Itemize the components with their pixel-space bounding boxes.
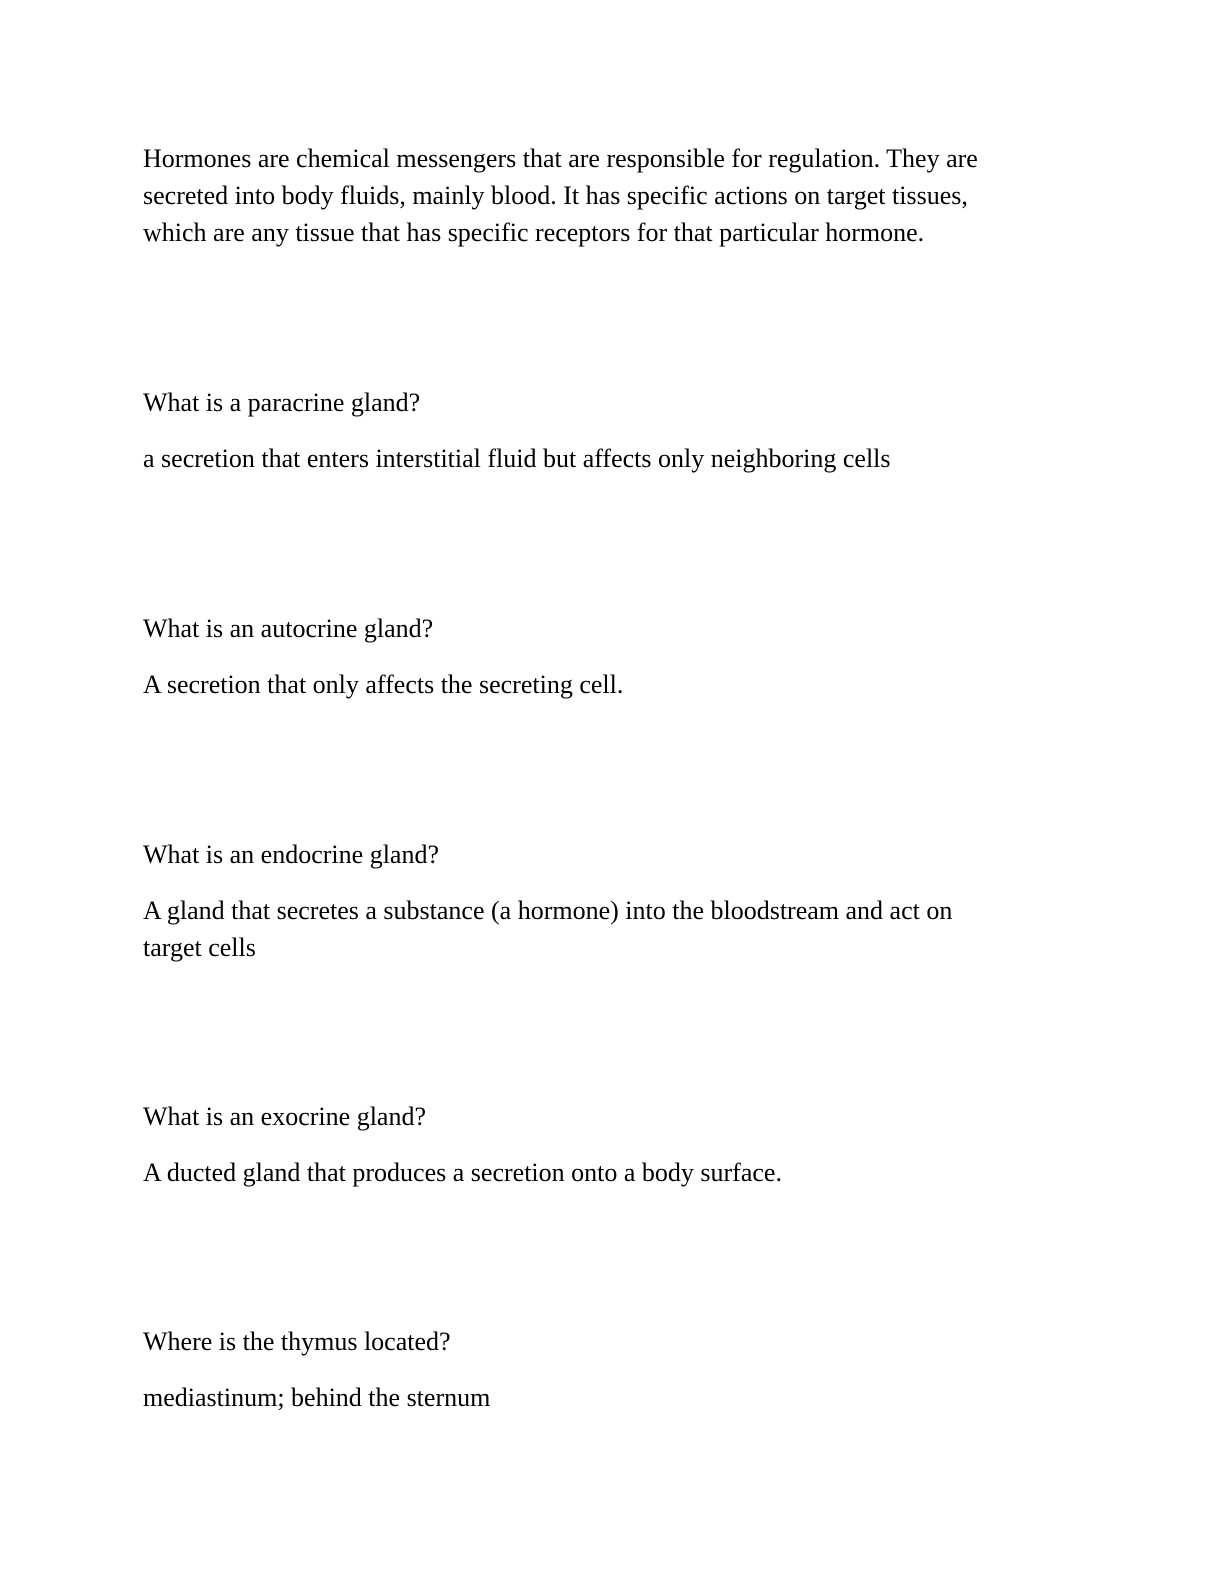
intro-line-3: which are any tissue that has specific receptors for that particular hormone. bbox=[143, 218, 925, 247]
answer-endocrine bbox=[143, 892, 1063, 966]
question-exocrine: What is an exocrine gland? bbox=[143, 1102, 426, 1131]
question-autocrine: What is an autocrine gland? bbox=[143, 614, 434, 643]
answer-thymus: mediastinum; behind the sternum bbox=[143, 1383, 491, 1412]
answer-paracrine: a secretion that enters interstitial fluid but affects only neighboring cells bbox=[143, 444, 891, 473]
answer-endocrine-line-2: target cells bbox=[143, 933, 256, 962]
intro-line-2: secreted into body fluids, mainly blood. It has specific actions on target tissues, bbox=[143, 181, 968, 210]
question-thymus: Where is the thymus located? bbox=[143, 1327, 451, 1356]
question-endocrine: What is an endocrine gland? bbox=[143, 840, 439, 869]
answer-autocrine: A secretion that only affects the secreting cell. bbox=[143, 670, 624, 699]
answer-endocrine-line-1: A gland that secretes a substance (a hormone) into the bloodstream and act on bbox=[143, 896, 953, 925]
intro-line-1: Hormones are chemical messengers that are responsible for regulation. They are bbox=[143, 144, 978, 173]
answer-exocrine: A ducted gland that produces a secretion onto a body surface. bbox=[143, 1158, 782, 1187]
question-paracrine: What is a paracrine gland? bbox=[143, 388, 421, 417]
intro-paragraph bbox=[143, 140, 1063, 251]
